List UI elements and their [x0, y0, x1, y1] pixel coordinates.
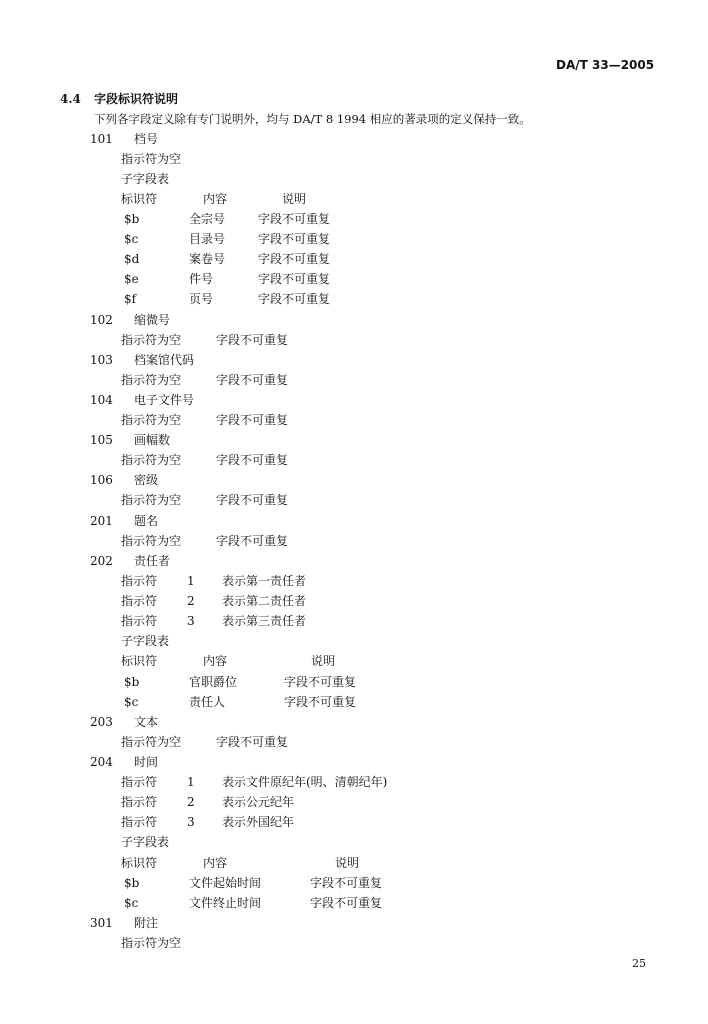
- table-header-note: 说明: [335, 856, 360, 870]
- indicator-text: 指示符为空: [121, 413, 182, 427]
- subfield-table-title: 子字段表: [121, 172, 170, 186]
- table-row-id: $b: [124, 675, 140, 689]
- subfield-table-title: 子字段表: [121, 835, 170, 849]
- field-code: 203: [90, 715, 113, 729]
- indicator-text: 指示符为空: [121, 333, 182, 347]
- table-row-content: 文件终止时间: [189, 896, 262, 910]
- table-row-id: $b: [124, 212, 140, 226]
- table-row-id: $c: [124, 695, 139, 709]
- table-row-note: 字段不可重复: [258, 212, 331, 226]
- indicator-value: 2: [187, 795, 195, 809]
- field-code: 103: [90, 353, 113, 367]
- indicator-value: 3: [187, 815, 195, 829]
- table-row-note: 字段不可重复: [284, 675, 357, 689]
- field-name: 文本: [134, 715, 159, 729]
- field-name: 附注: [134, 916, 159, 930]
- table-row-note: 字段不可重复: [258, 272, 331, 286]
- field-name: 责任者: [134, 554, 171, 568]
- table-row-content: 案卷号: [189, 252, 226, 266]
- table-header-note: 说明: [311, 654, 336, 668]
- indicator-text: 指示符为空: [121, 493, 182, 507]
- table-row-note: 字段不可重复: [258, 252, 331, 266]
- field-name: 题名: [134, 514, 159, 528]
- field-name: 档案馆代码: [134, 353, 195, 367]
- repeat-note: 字段不可重复: [216, 373, 289, 387]
- page-number: 25: [632, 957, 646, 970]
- field-code: 202: [90, 554, 113, 568]
- repeat-note: 字段不可重复: [216, 413, 289, 427]
- field-code: 301: [90, 916, 113, 930]
- repeat-note: 字段不可重复: [216, 534, 289, 548]
- table-row-content: 官职爵位: [189, 675, 238, 689]
- table-header-note: 说明: [282, 192, 307, 206]
- table-row-id: $c: [124, 896, 139, 910]
- table-header-content: 内容: [203, 856, 228, 870]
- indicator-label: 指示符: [121, 594, 158, 608]
- indicator-label: 指示符: [121, 775, 158, 789]
- table-row-note: 字段不可重复: [258, 292, 331, 306]
- table-row-content: 文件起始时间: [189, 876, 262, 890]
- repeat-note: 字段不可重复: [216, 333, 289, 347]
- indicator-text: 指示符为空: [121, 534, 182, 548]
- field-code: 101: [90, 132, 113, 146]
- table-row-content: 页号: [189, 292, 214, 306]
- repeat-note: 字段不可重复: [216, 453, 289, 467]
- section-title: 字段标识符说明: [94, 92, 179, 106]
- intro-paragraph: 下列各字段定义除有专门说明外，均与 DA/T 8 1994 相应的著录项的定义保持一致。: [94, 112, 531, 126]
- indicator-text: 指示符为空: [121, 936, 182, 950]
- table-header-content: 内容: [203, 192, 228, 206]
- indicator-value: 1: [187, 775, 195, 789]
- field-code: 104: [90, 393, 113, 407]
- indicator-meaning: 表示文件原纪年(明、清朝纪年): [222, 775, 388, 789]
- indicator-meaning: 表示第一责任者: [222, 574, 307, 588]
- indicator-value: 2: [187, 594, 195, 608]
- table-row-note: 字段不可重复: [284, 695, 357, 709]
- table-row-content: 责任人: [189, 695, 226, 709]
- table-row-content: 目录号: [189, 232, 226, 246]
- indicator-label: 指示符: [121, 574, 158, 588]
- indicator-value: 3: [187, 614, 195, 628]
- table-row-note: 字段不可重复: [258, 232, 331, 246]
- indicator-meaning: 表示公元纪年: [222, 795, 295, 809]
- table-row-id: $e: [124, 272, 139, 286]
- field-code: 102: [90, 313, 113, 327]
- field-name: 电子文件号: [134, 393, 195, 407]
- indicator-text: 指示符为空: [121, 152, 182, 166]
- section-number: 4.4: [60, 92, 81, 106]
- table-row-content: 件号: [189, 272, 214, 286]
- indicator-label: 指示符: [121, 815, 158, 829]
- field-name: 档号: [134, 132, 159, 146]
- field-code: 106: [90, 473, 113, 487]
- indicator-label: 指示符: [121, 614, 158, 628]
- table-header-id: 标识符: [121, 654, 158, 668]
- table-row-id: $b: [124, 876, 140, 890]
- field-name: 时间: [134, 755, 159, 769]
- field-code: 204: [90, 755, 113, 769]
- table-row-id: $d: [124, 252, 140, 266]
- table-row-id: $f: [124, 292, 137, 306]
- indicator-label: 指示符: [121, 795, 158, 809]
- table-row-note: 字段不可重复: [310, 896, 383, 910]
- field-name: 画幅数: [134, 433, 171, 447]
- subfield-table-title: 子字段表: [121, 634, 170, 648]
- indicator-meaning: 表示外国纪年: [222, 815, 295, 829]
- indicator-text: 指示符为空: [121, 453, 182, 467]
- table-header-id: 标识符: [121, 856, 158, 870]
- indicator-meaning: 表示第二责任者: [222, 594, 307, 608]
- indicator-meaning: 表示第三责任者: [222, 614, 307, 628]
- field-code: 105: [90, 433, 113, 447]
- field-name: 缩微号: [134, 313, 171, 327]
- table-row-note: 字段不可重复: [310, 876, 383, 890]
- repeat-note: 字段不可重复: [216, 493, 289, 507]
- table-header-id: 标识符: [121, 192, 158, 206]
- table-row-id: $c: [124, 232, 139, 246]
- indicator-value: 1: [187, 574, 195, 588]
- indicator-text: 指示符为空: [121, 735, 182, 749]
- repeat-note: 字段不可重复: [216, 735, 289, 749]
- indicator-text: 指示符为空: [121, 373, 182, 387]
- table-row-content: 全宗号: [189, 212, 226, 226]
- document-code: DA/T 33—2005: [556, 58, 655, 72]
- table-header-content: 内容: [203, 654, 228, 668]
- field-name: 密级: [134, 473, 159, 487]
- field-code: 201: [90, 514, 113, 528]
